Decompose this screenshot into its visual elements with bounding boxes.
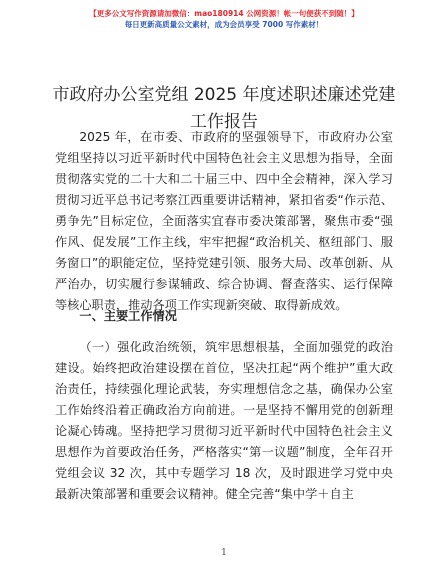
header-banner — [0, 8, 448, 30]
section-paragraph: （一）强化政治统领，筑牢思想根基，全面加强党的政治建设。始终把政治建设摆在首位，坚决扛起“两个维护”重大政治责任，持续强化理论武装，夯实理想信念之基，确保办公室工作始终沿着正确政治方向前进。一是坚持不懈用党的创新理论凝心铸魂。坚持把学习贯彻习近平新时代中国特色社会主义思想作为首要政治任务，严格落实“第一议题”制度，全年召开党组会议 32 次，其中专题学习 18 次，及时跟进学习党中央最新决策部署和重要会议精神。健全完善“集中学＋自主 — [55, 340, 393, 501]
section-heading: 一、主要工作情况 — [79, 309, 177, 323]
intro-paragraph: 2025 年，在市委、市政府的坚强领导下，市政府办公室党组坚持以习近平新时代中国特色社会主义思想为指导，全面贯彻落实党的二十大和二十届三中、四中全会精神，深入学习贯彻习近平总书记考察江西重要讲话精神，紧扣省委“作示范、勇争先”目标定位，全面落实宜春市委决策部署，聚焦市委“强作风、促发展”工作主线，牢牢把握“政治机关、枢纽部门、服务窗口”的职能定位，坚持党建引领、服务大局、改革创新、从严治办，切实履行参谋辅政、综合协调、督查落实、运行保障等核心职责，推动各项工作实现新突破、取得新成效。 — [55, 130, 393, 312]
page-number: 1 — [221, 548, 227, 558]
banner-promo-line: 【更多公文写作资源请加微信：mao180914 公网资源！帐一句便获不到随！】 — [89, 9, 359, 18]
banner-membership-line: 每日更新高质量公文素材，成为会员享受 7000 写作素材！ — [124, 20, 324, 29]
document-title: 市政府办公室党组 2025 年度述职述廉述党建工作报告 — [52, 85, 396, 132]
